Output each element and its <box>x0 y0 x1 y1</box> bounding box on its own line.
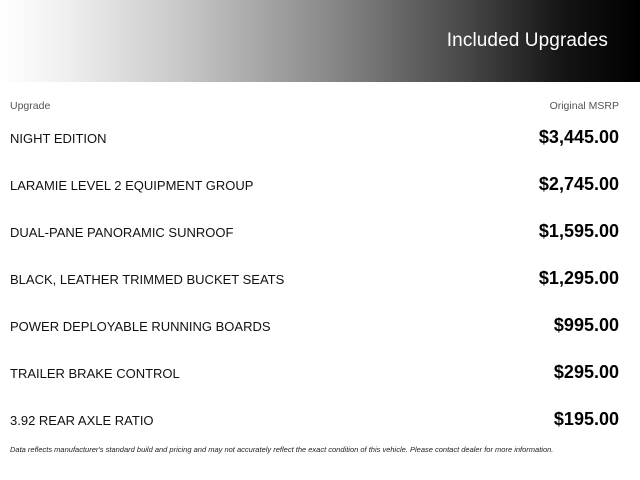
upgrade-column-header: Upgrade <box>10 100 51 112</box>
upgrade-price: $1,595.00 <box>538 221 619 241</box>
column-headers <box>10 100 619 114</box>
upgrade-row <box>10 351 619 398</box>
upgrades-list <box>10 116 619 445</box>
disclaimer-text: Data reflects manufacturer's standard build and pricing and may not accurately reflect the exact condition of this vehicle. Please contact dealer for more information. <box>10 445 554 454</box>
upgrade-name: DUAL-PANE PANORAMIC SUNROOF <box>10 225 234 240</box>
upgrade-name: LARAMIE LEVEL 2 EQUIPMENT GROUP <box>10 178 254 193</box>
upgrade-row <box>10 398 619 445</box>
upgrade-row <box>10 257 619 304</box>
upgrade-price: $2,745.00 <box>538 174 619 194</box>
page-title: Included Upgrades <box>446 30 608 51</box>
upgrade-name: 3.92 REAR AXLE RATIO <box>10 413 154 428</box>
upgrade-row <box>10 163 619 210</box>
upgrade-row <box>10 210 619 257</box>
upgrade-price: $1,295.00 <box>538 268 619 288</box>
upgrade-price: $295.00 <box>553 362 619 382</box>
upgrade-name: TRAILER BRAKE CONTROL <box>10 366 180 381</box>
upgrade-row <box>10 116 619 163</box>
upgrade-name: NIGHT EDITION <box>10 131 107 146</box>
header-banner <box>0 0 640 82</box>
upgrade-price: $3,445.00 <box>538 127 619 147</box>
upgrade-name: POWER DEPLOYABLE RUNNING BOARDS <box>10 319 271 334</box>
msrp-column-header: Original MSRP <box>549 100 619 112</box>
upgrade-price: $995.00 <box>553 315 619 335</box>
upgrade-price: $195.00 <box>553 409 619 429</box>
upgrade-row <box>10 304 619 351</box>
upgrade-name: BLACK, LEATHER TRIMMED BUCKET SEATS <box>10 272 285 287</box>
